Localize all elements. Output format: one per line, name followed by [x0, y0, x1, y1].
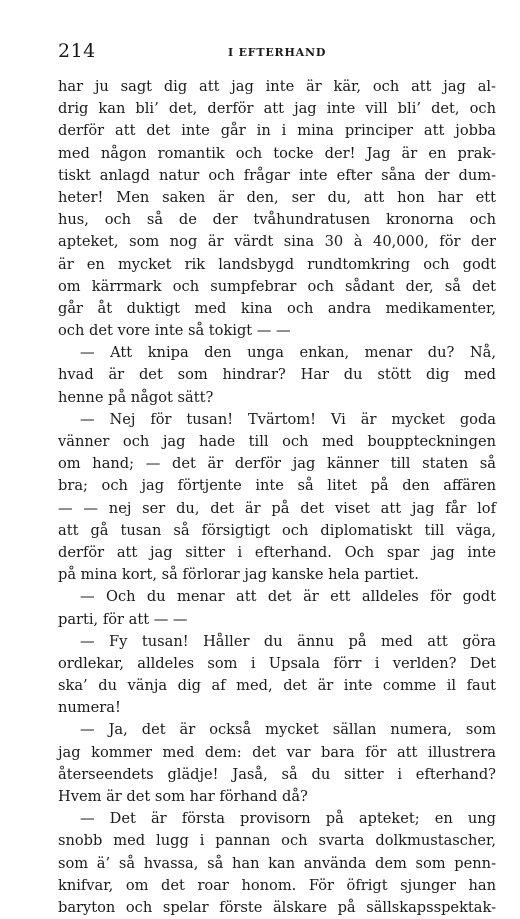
text-line: snobb med lugg i pannan och svarta dolkmustascher,	[58, 832, 496, 850]
text-line: vänner och jag hade till och med bouppteckningen	[58, 433, 496, 450]
text-line: att gå tusan så försigtigt och diplomatiskt till väga,	[58, 521, 496, 539]
text-line: jag kommer med dem: det var bara för att illustrera	[58, 743, 496, 761]
text-line: derför att det inte går in i mina principer att jobba	[58, 122, 496, 140]
text-line: bra; och jag förtjente inte så litet på den affären	[58, 477, 496, 495]
text-line: har ju sagt dig att jag inte är kär, och att jag al-	[58, 78, 496, 95]
text-line: numera!	[58, 699, 121, 717]
text-line: och det vore inte så tokigt — —	[58, 322, 291, 340]
text-line: går åt duktigt med kina och andra medikamenter,	[58, 299, 496, 317]
text-line: — Nej för tusan! Tvärtom! Vi är mycket goda	[80, 410, 496, 428]
book-page	[58, 40, 496, 919]
text-line: — Det är första provisorn på apteket; en ung	[80, 810, 496, 828]
text-line: — Och du menar att det är ett alldeles för godt	[80, 588, 496, 606]
text-line: heter! Men saken är den, ser du, att hon har ett	[58, 188, 496, 206]
text-line: parti, för att — —	[58, 610, 188, 628]
text-line: — — nej ser du, det är på det viset att jag får lof	[58, 499, 496, 517]
text-line: hus, och så de der tvåhundratusen kronorna och	[58, 211, 496, 229]
text-line: Hvem är det som har förhand då?	[58, 788, 308, 805]
text-line: som ä’ så hvassa, så han kan använda dem som penn-	[58, 854, 496, 872]
running-head	[58, 40, 496, 70]
text-line: med någon romantik och tocke der! Jag är en prak-	[58, 144, 496, 162]
text-line: — Att knipa den unga enkan, menar du? Nå,	[80, 344, 496, 362]
body-text	[58, 76, 496, 919]
text-line: knifvar, om det roar honom. För öfrigt sjunger han	[58, 876, 496, 894]
text-line: om hand; — det är derför jag känner till staten så	[58, 455, 496, 473]
page-number: 214	[58, 40, 96, 62]
text-line: är en mycket rik landsbygd rundtomkring och godt	[58, 255, 496, 273]
text-line: hvad är det som hindrar? Har du stött dig med	[58, 366, 496, 384]
text-line: baryton och spelar förste älskare på sällskapsspektak-	[58, 898, 496, 916]
text-line: på mina kort, så förlorar jag kanske hela partiet.	[58, 566, 419, 584]
text-line: drig kan bli’ det, derför att jag inte vill bli’ det, och	[58, 100, 496, 118]
text-line: henne på något sätt?	[58, 388, 214, 406]
text-line: — Ja, det är också mycket sällan numera, som	[80, 721, 496, 739]
running-title: I EFTERHAND	[228, 46, 327, 59]
text-line: ordlekar, alldeles som i Upsala förr i verlden? Det	[58, 654, 496, 672]
text-line: ska’ du vänja dig af med, det är inte comme il faut	[58, 677, 496, 695]
text-line: om kärrmark och sumpfebrar och sådant der, så det	[58, 277, 496, 295]
text-line: — Fy tusan! Håller du ännu på med att göra	[80, 632, 496, 650]
text-line: apteket, som nog är värdt sina 30 à 40,000, för der	[58, 233, 496, 251]
text-line: derför att jag sitter i efterhand. Och spar jag inte	[58, 543, 496, 561]
text-line: återseendets glädje! Jaså, så du sitter i efterhand?	[58, 765, 496, 783]
text-line: tiskt anlagd natur och frågar inte efter såna der dum-	[58, 166, 496, 184]
